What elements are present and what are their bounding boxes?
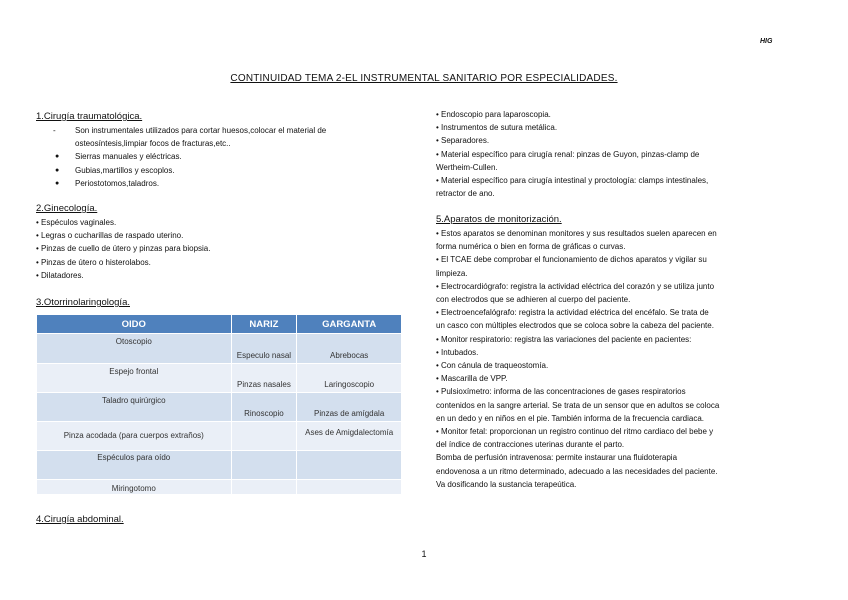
text-line: en un dedo y en niños en el pie. También informa de la frecuencia cardiaca. <box>436 413 705 423</box>
table-row <box>37 393 401 421</box>
table-cell: Espéculos para oído <box>37 451 231 479</box>
section-title-otorrinolaringologia: 3.Otorrinolaringología. <box>36 297 130 308</box>
list-item: ● Sierras manuales y eléctricas. <box>55 152 182 162</box>
table-cell <box>232 451 297 479</box>
list-item: ● Gubias,martillos y escoplos. <box>55 165 175 175</box>
column-header: GARGANTA <box>297 315 401 333</box>
author-tag: HIG <box>760 38 773 45</box>
left-column-ginecologia <box>36 202 416 282</box>
table-row <box>37 451 401 479</box>
list-item: - Son instrumentales utilizados para cortar huesos,colocar el material de <box>53 126 327 135</box>
section-title-ginecologia: 2.Ginecología. <box>36 203 98 214</box>
text-line: • El TCAE debe comprobar el funcionamiento de dichos aparatos y vigilar su <box>436 255 707 265</box>
left-column <box>36 110 416 190</box>
table-row <box>37 364 401 392</box>
table-cell: Especulo nasal <box>232 334 297 363</box>
list-item: • Separadores. <box>436 136 490 146</box>
table-row <box>37 422 401 450</box>
text-line: • Monitor fetal: proporcionan un registro continuo del ritmo cardiaco del bebe y <box>436 427 714 437</box>
text-line: forma numérica o bien en forma de gráficas o curvas. <box>436 242 626 252</box>
section-title-cirugia-abdominal: 4.Cirugía abdominal. <box>36 514 124 525</box>
table-row <box>37 480 401 494</box>
column-header: OIDO <box>37 315 231 333</box>
table-cell: Miringotomo <box>37 480 231 494</box>
text-line: • Mascarilla de VPP. <box>436 374 508 384</box>
table-cell: Laringoscopio <box>297 364 401 392</box>
right-column <box>436 108 806 200</box>
list-item: • Endoscopio para laparoscopia. <box>436 110 551 119</box>
table-cell <box>297 480 401 494</box>
table-cell: Pinzas de amígdala <box>297 393 401 421</box>
table-row <box>37 334 401 363</box>
table-cell: Ases de Amigdalectomía <box>297 422 401 450</box>
table-cell: Taladro quirúrgico <box>37 393 231 421</box>
text-line: con electrodos que se adhieren al cuerpo del paciente. <box>436 295 631 305</box>
text-line: • Intubados. <box>436 347 479 357</box>
table-cell: Rinoscopio <box>232 393 297 421</box>
list-item: • Material específico para cirugía intestinal y proctología: clamps intestinales, <box>436 176 709 186</box>
table-cell <box>297 451 401 479</box>
list-item-continuation: retractor de ano. <box>436 189 495 199</box>
text-line: Bomba de perfusión intravenosa: permite instaurar una fluidoterapia <box>436 453 678 463</box>
text-line: • Estos aparatos se denominan monitores y sus resultados suelen aparecen en <box>436 229 717 238</box>
table-cell <box>232 422 297 450</box>
list-item: • Pinzas de útero o histerolabos. <box>36 257 151 267</box>
page-number: 1 <box>421 549 427 559</box>
table-header-row <box>37 315 401 333</box>
table-cell: Pinzas nasales <box>232 364 297 392</box>
text-line: • Electroencefalógrafo: registra la actividad eléctrica del encéfalo. Se trata de <box>436 308 709 318</box>
text-line: • Pulsioxímetro: informa de las concentraciones de gases respiratorios <box>436 387 686 397</box>
text-line: endovenosa a un ritmo determinado, adecuado a las necesidades del paciente. <box>436 466 718 476</box>
list-item-continuation: osteosíntesis,limpiar focos de fracturas,etc.. <box>75 139 231 149</box>
section-title-monitorizacion: 5.Aparatos de monitorización. <box>436 214 562 225</box>
text-line: contenidos en la sangre arterial. Se trata de un sensor que en adultos se coloca <box>436 400 720 410</box>
text-line: limpieza. <box>436 268 468 278</box>
text-line: • Monitor respiratorio: registra las variaciones del paciente en pacientes: <box>436 334 692 344</box>
text-line: • Electrocardiógrafo: registra la actividad eléctrica del corazón y se utiliza junto <box>436 281 715 291</box>
table-cell: Otoscopio <box>37 334 231 363</box>
list-item: • Pinzas de cuello de útero y pinzas para biopsia. <box>36 244 211 254</box>
section-title-traumatologia: 1.Cirugía traumatológica. <box>36 111 143 122</box>
right-column-monitorizacion <box>436 213 806 491</box>
list-item: • Material específico para cirugía renal: pinzas de Guyon, pinzas-clamp de <box>436 149 700 159</box>
page-title: CONTINUIDAD TEMA 2-EL INSTRUMENTAL SANITARIO POR ESPECIALIDADES. <box>230 73 618 84</box>
text-line: • Con cánula de traqueostomía. <box>436 361 549 371</box>
text-line: Va dosificando la sustancia terapeútica. <box>436 479 577 489</box>
list-item: • Legras o cucharillas de raspado uterino. <box>36 231 184 241</box>
list-item-continuation: Wertheim-Cullen. <box>436 162 498 172</box>
table-cell <box>232 480 297 494</box>
list-item: ● Periostotomos,taladros. <box>55 178 160 188</box>
column-header: NARIZ <box>232 315 297 333</box>
list-item: • Instrumentos de sutura metálica. <box>436 123 558 133</box>
text-line: un casco con múltiples electrodos que se coloca sobre la cabeza del paciente. <box>436 321 714 331</box>
text-line: del índice de contracciones uterinas durante el parto. <box>436 440 625 450</box>
left-column-abdominal <box>36 513 416 527</box>
table-cell: Espejo frontal <box>37 364 231 392</box>
left-column-orl <box>36 296 416 310</box>
instrument-table <box>36 314 402 495</box>
list-item: • Dilatadores. <box>36 270 84 280</box>
list-item: • Espéculos vaginales. <box>36 218 117 227</box>
table-cell: Abrebocas <box>297 334 401 363</box>
table-cell: Pinza acodada (para cuerpos extraños) <box>37 422 231 450</box>
